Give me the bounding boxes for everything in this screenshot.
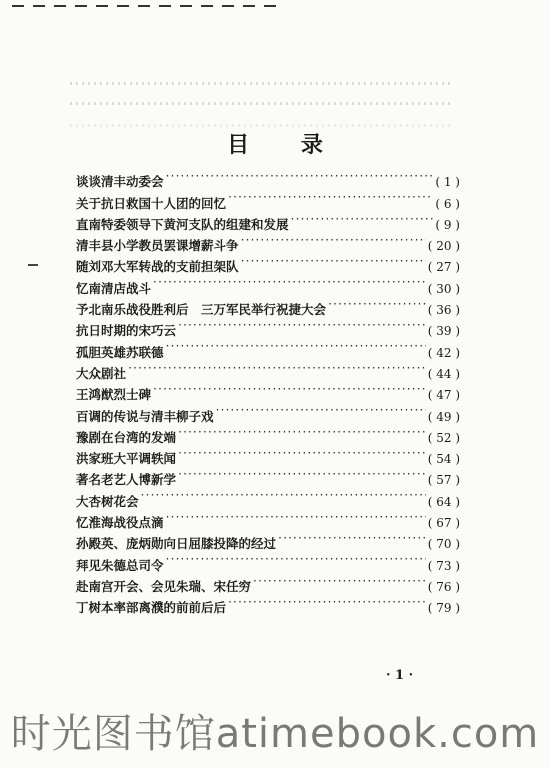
toc-entry-title: 抗日时期的宋巧云: [76, 323, 177, 339]
toc-entry-page: ( 20 ): [427, 239, 460, 254]
dot-leader: [128, 357, 426, 378]
dot-leader: [153, 271, 426, 292]
dot-leader: [166, 548, 426, 569]
bleed-through-mark: [70, 102, 450, 105]
toc-entry-title: 豫剧在台湾的发端: [76, 429, 177, 445]
bleed-through-mark: [70, 82, 450, 85]
toc-entry-page: ( 1 ): [435, 175, 460, 190]
toc-entry-page: ( 9 ): [435, 217, 460, 232]
bleed-through-mark: [70, 124, 450, 127]
toc-entry-title: 忆南清店战斗: [76, 280, 152, 296]
dot-leader: [178, 314, 426, 335]
toc-entry-title: 孤胆英雄苏联德: [76, 344, 164, 360]
dot-leader: [216, 399, 426, 420]
toc-entry-title: 大杏树花会: [76, 493, 139, 509]
toc-entry-page: ( 47 ): [427, 388, 460, 403]
toc-entry-page: ( 27 ): [427, 260, 460, 275]
toc-entry-title: 孙殿英、庞炳勋向日屈膝投降的经过: [76, 536, 277, 552]
toc-entry-page: ( 44 ): [427, 366, 460, 381]
toc-entry-page: ( 57 ): [427, 473, 460, 488]
margin-mark: [28, 264, 38, 266]
dot-leader: [228, 591, 426, 612]
toc-entry-page: ( 36 ): [427, 303, 460, 318]
dot-leader: [141, 484, 426, 505]
toc-entry[interactable]: [76, 357, 460, 381]
toc-entry-title: 随刘邓大军转战的支前担架队: [76, 259, 239, 275]
dot-leader: [166, 335, 426, 356]
toc-entry-title: 百调的传说与清丰柳子戏: [76, 408, 214, 424]
toc-entry-title: 予北南乐战役胜利后 三万军民举行祝捷大会: [76, 302, 327, 318]
toc-entry-title: 丁树本率部离濮的前前后后: [76, 600, 227, 616]
site-watermark: 时光图书馆atimebook.com: [10, 711, 540, 757]
toc-entry-title: 大众剧社: [76, 365, 127, 381]
dot-leader: [228, 186, 433, 207]
toc-entry-page: ( 54 ): [427, 452, 460, 467]
dot-leader: [253, 570, 426, 591]
dot-leader: [178, 463, 426, 484]
toc-entry-title: 赴南宫开会、会见朱瑞、宋任穷: [76, 578, 252, 594]
toc-entry-title: 关于抗日救国十人团的回忆: [76, 195, 227, 211]
dot-leader: [178, 421, 426, 442]
toc-entry-page: ( 64 ): [427, 494, 460, 509]
toc-entry-page: ( 6 ): [435, 196, 460, 211]
page-number: · 1 ·: [386, 668, 414, 683]
toc-entry-title: 清丰县小学教员罢课增薪斗争: [76, 238, 239, 254]
toc-entry-title: 忆淮海战役点滴: [76, 515, 164, 531]
dot-leader: [153, 378, 426, 399]
page-title: 目 录: [227, 133, 345, 158]
toc-entry-page: ( 73 ): [427, 558, 460, 573]
toc-entry-title: 著名老艺人博新学: [76, 472, 177, 488]
toc-entry-page: ( 42 ): [427, 345, 460, 360]
dot-leader: [328, 293, 426, 314]
dot-leader: [166, 506, 426, 527]
dot-leader: [241, 250, 426, 271]
toc-entry-title: 直南特委领导下黄河支队的组建和发展: [76, 216, 289, 232]
dot-leader: [166, 165, 434, 186]
dot-leader: [241, 229, 426, 250]
toc-entry-title: 洪家班大平调轶闻: [76, 451, 177, 467]
toc-entry-page: ( 52 ): [427, 430, 460, 445]
toc-entry-page: ( 76 ): [427, 579, 460, 594]
dot-leader: [278, 527, 426, 548]
toc-entry[interactable]: [76, 378, 460, 403]
toc-entry-page: ( 67 ): [427, 516, 460, 531]
top-dashed-border: [12, 3, 276, 9]
toc-entry-page: ( 30 ): [427, 281, 460, 296]
toc-entry-title: 王鸿猷烈士碑: [76, 387, 152, 403]
toc-entry-page: ( 39 ): [427, 324, 460, 339]
table-of-contents: [76, 165, 460, 616]
toc-entry-page: ( 70 ): [427, 537, 460, 552]
toc-entry[interactable]: [76, 165, 460, 190]
toc-entry-title: 拜见朱德总司令: [76, 557, 164, 573]
toc-entry-page: ( 79 ): [427, 601, 460, 616]
dot-leader: [291, 208, 434, 229]
toc-entry-title: 谈谈清丰动委会: [76, 174, 164, 190]
toc-entry-page: ( 49 ): [427, 409, 460, 424]
dot-leader: [178, 442, 426, 463]
